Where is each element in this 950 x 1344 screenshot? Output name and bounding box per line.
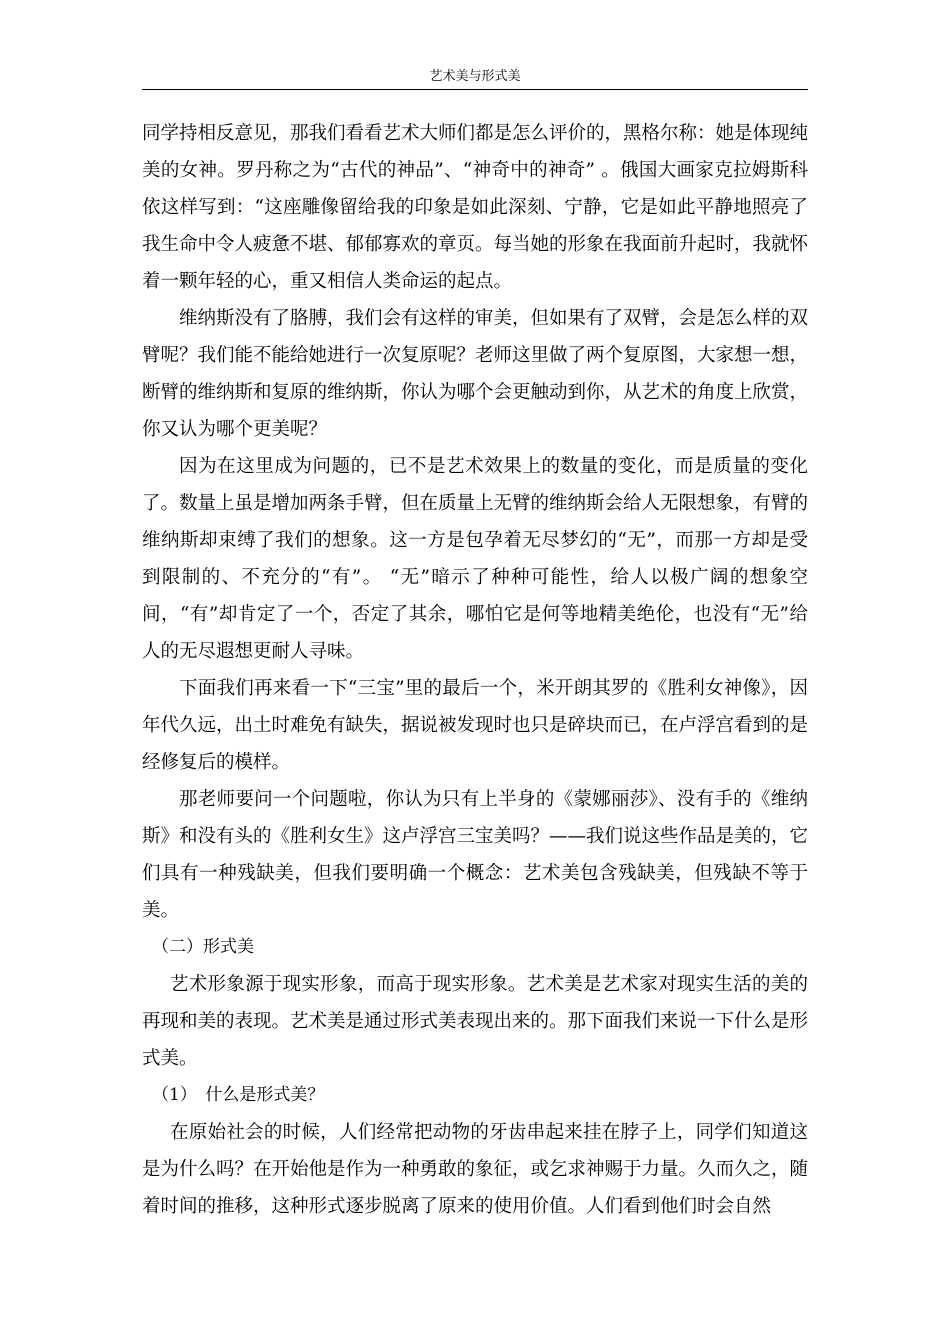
- paragraph-1: 同学持相反意见，那我们看看艺术大师们都是怎么评价的，黑格尔称：她是体现纯美的女神。罗丹称之为“古代的神品”、“神奇中的神奇” 。俄国大画家克拉姆斯科依这样写到：“这座雕像留给我的印象是如此深刻、宁静，它是如此平静地照亮了我生命中令人疲惫不堪、郁郁寡欢的章页。每当她的形象在我面前升起时，我就怀着一颗年轻的心，重又相信人类命运的起点。: [142, 123, 809, 292]
- page-header-title: 艺术美与形式美: [429, 69, 521, 84]
- section-paragraph: 艺术形象源于现实形象，而高于现实形象。艺术美是艺术家对现实生活的美的再现和美的表现。艺术美是通过形式美表现出来的。那下面我们来说一下什么是形式美。: [142, 974, 809, 1069]
- section-heading: （二）形式美: [152, 937, 254, 957]
- paragraph-3: 因为在这里成为问题的，已不是艺术效果上的数量的变化，而是质量的变化了。数量上虽是增加两条手臂，但在质量上无臂的维纳斯会给人无限想象，有臂的维纳斯却束缚了我们的想象。这一方是包孕着无尽梦幻的“无”，而那一方却是受到限制的、不充分的“有”。 “无”暗示了种种可能性，给人以极广阔的想象空间，“有”却肯定了一个，否定了其余，哪怕它是何等地精美绝伦，也没有“无”给人的无尽遐想更耐人寻味。: [142, 456, 809, 662]
- paragraph-4: 下面我们再来看一下“三宝”里的最后一个，米开朗其罗的《胜利女神像》，因年代久远，出土时难免有缺失，据说被发现时也只是碎块而已，在卢浮宫看到的是经修复后的模样。: [142, 678, 809, 773]
- paragraph-2: 维纳斯没有了胳膊，我们会有这样的审美，但如果有了双臂，会是怎么样的双臂呢？我们能不能给她进行一次复原呢？老师这里做了两个复原图，大家想一想，断臂的维纳斯和复原的维纳斯，你认为哪个会更触动到你，从艺术的角度上欣赏，你又认为哪个更美呢？: [142, 308, 809, 440]
- subheading: （1） 什么是形式美？: [152, 1085, 325, 1105]
- paragraph-5: 那老师要问一个问题啦，你认为只有上半身的《蒙娜丽莎》、没有手的《维纳斯》和没有头的《胜利女生》这卢浮宫三宝美吗？——我们说这些作品是美的，它们具有一种残缺美，但我们要明确一个概念：艺术美包含残缺美，但残缺不等于美。: [142, 789, 809, 921]
- final-paragraph: 在原始社会的时候，人们经常把动物的牙齿串起来挂在脖子上，同学们知道这是为什么吗？在开始他是作为一种勇敢的象征，或乞求神赐于力量。久而久之，随着时间的推移，这种形式逐步脱离了原来的使用价值。人们看到他们时会自然: [142, 1122, 809, 1217]
- document-body: [142, 115, 808, 1225]
- header-divider: [142, 89, 808, 90]
